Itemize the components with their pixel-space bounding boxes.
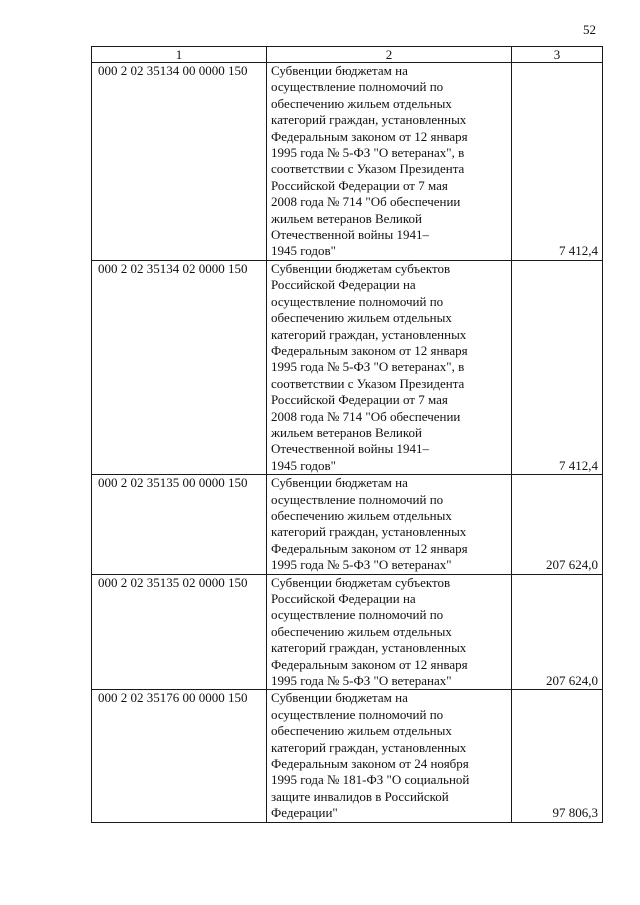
row-description: Субвенции бюджетам субъектов Российской Федерации на осуществление полномочий по обеспечению жильем отдельных категорий граждан, установленных Федеральным законом от 12 января 1995 года № 5-ФЗ "О ветеранах", в соответствии с Указом Президента Российской Федерации от 7 мая 2008 года № 714 "Об обеспечении жильем ветеранов Великой Отечественной войны 1941– 1945 годов" (267, 260, 512, 474)
row-description: Субвенции бюджетам субъектов Российской Федерации на осуществление полномочий по обеспечению жильем отдельных категорий граждан, установленных Федеральным законом от 12 января 1995 года № 5-ФЗ "О ветеранах" (267, 574, 512, 690)
table-row (92, 690, 603, 822)
column-header-description: 2 (267, 47, 512, 63)
row-amount: 7 412,4 (512, 260, 603, 474)
row-code: 000 2 02 35135 00 0000 150 (92, 475, 267, 574)
row-description: Субвенции бюджетам на осуществление полномочий по обеспечению жильем отдельных категорий граждан, установленных Федеральным законом от 12 января 1995 года № 5-ФЗ "О ветеранах" (267, 475, 512, 574)
table-row (92, 260, 603, 474)
column-header-code: 1 (92, 47, 267, 63)
row-amount: 97 806,3 (512, 690, 603, 822)
page-number: 52 (583, 22, 596, 37)
table-row (92, 475, 603, 574)
row-code: 000 2 02 35176 00 0000 150 (92, 690, 267, 822)
column-header-amount: 3 (512, 47, 603, 63)
row-code: 000 2 02 35135 02 0000 150 (92, 574, 267, 690)
table-header-row (92, 47, 603, 63)
table-row (92, 63, 603, 261)
row-description: Субвенции бюджетам на осуществление полномочий по обеспечению жильем отдельных категорий граждан, установленных Федеральным законом от 12 января 1995 года № 5-ФЗ "О ветеранах", в соответствии с Указом Президента Российской Федерации от 7 мая 2008 года № 714 "Об обеспечении жильем ветеранов Великой Отечественной войны 1941– 1945 годов" (267, 63, 512, 261)
row-code: 000 2 02 35134 00 0000 150 (92, 63, 267, 261)
row-amount: 207 624,0 (512, 475, 603, 574)
row-amount: 7 412,4 (512, 63, 603, 261)
row-code: 000 2 02 35134 02 0000 150 (92, 260, 267, 474)
budget-table (91, 46, 603, 823)
table-row (92, 574, 603, 690)
row-description: Субвенции бюджетам на осуществление полномочий по обеспечению жильем отдельных категорий граждан, установленных Федеральным законом от 24 ноября 1995 года № 181-ФЗ "О социальной защите инвалидов в Российской Федерации" (267, 690, 512, 822)
row-amount: 207 624,0 (512, 574, 603, 690)
